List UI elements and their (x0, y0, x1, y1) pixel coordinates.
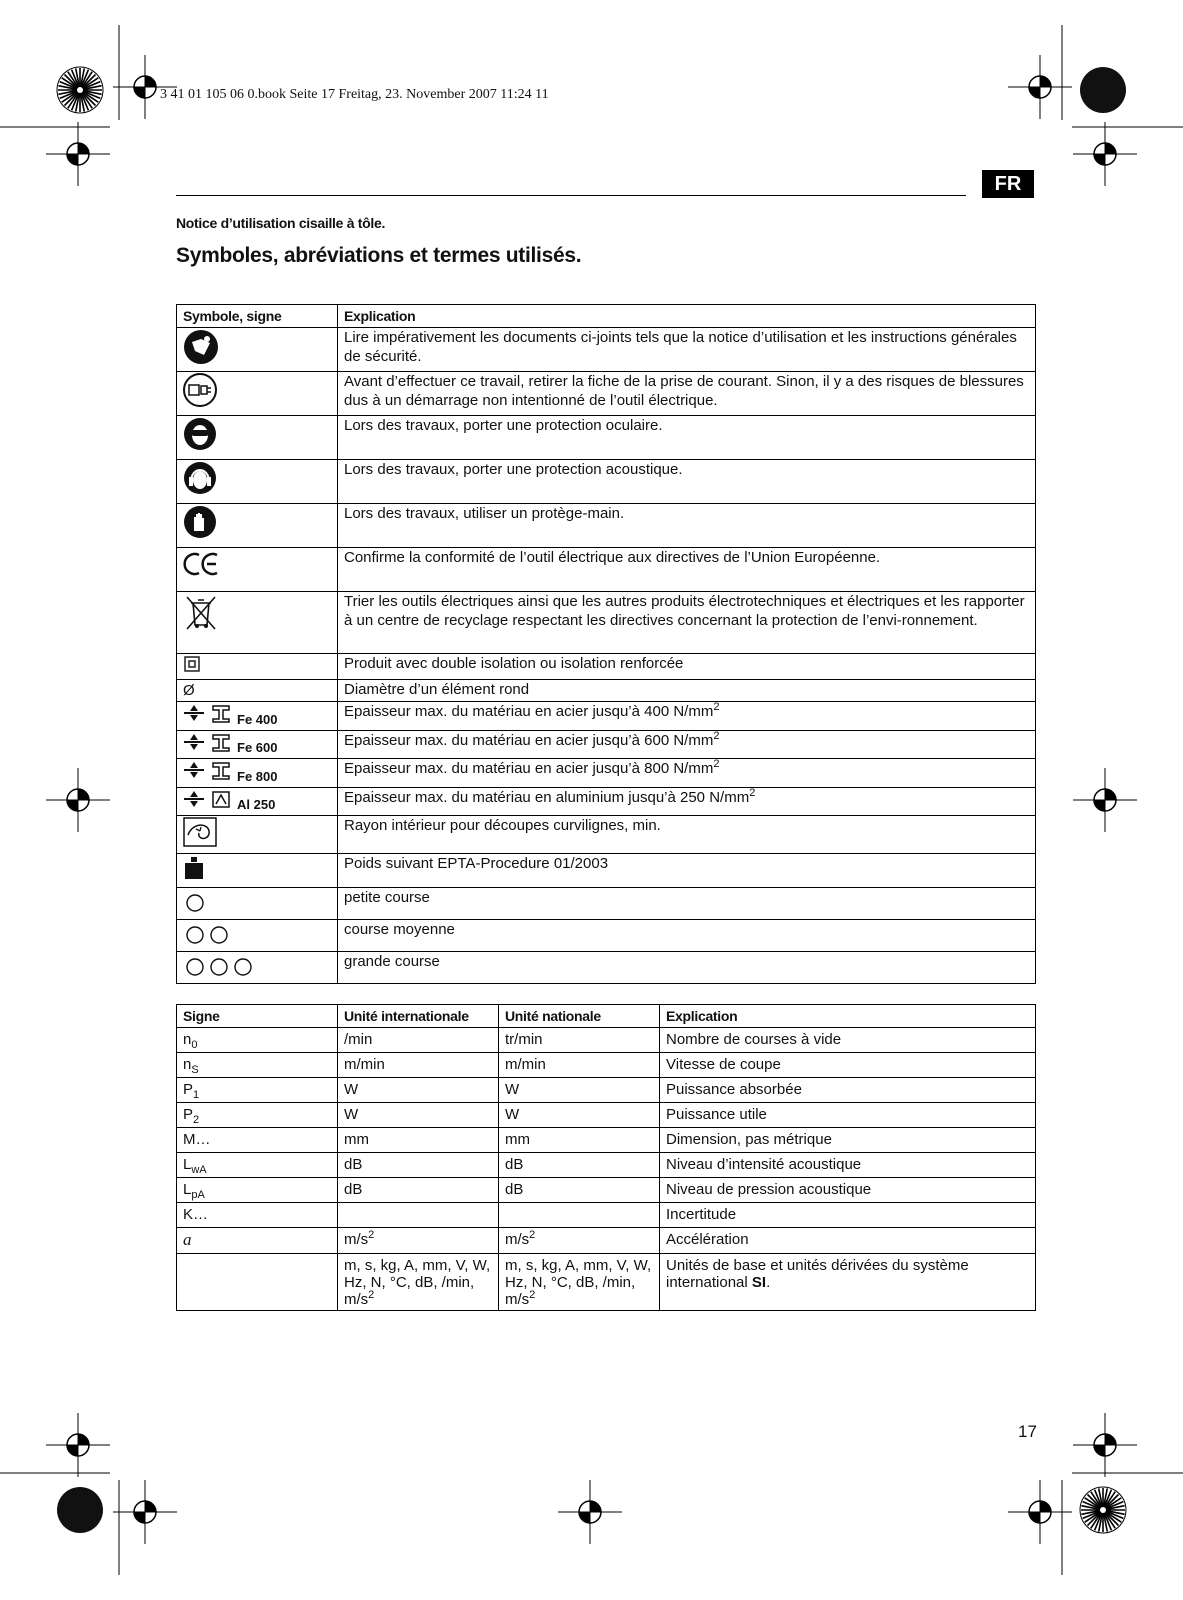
sign: L (183, 1181, 192, 1198)
explanation-cell: Niveau d’intensité acoustique (660, 1153, 1036, 1178)
superscript: 2 (529, 1229, 536, 1241)
sign-subscript: 0 (191, 1039, 198, 1051)
explanation-cell (338, 702, 1036, 731)
table-row (177, 759, 1036, 788)
page-number: 17 (1018, 1422, 1037, 1441)
explanation-cell: Rayon intérieur pour découpes curvilignes, min. (338, 816, 1036, 854)
table-row (177, 1103, 1036, 1128)
sign-subscript: pA (191, 1189, 205, 1201)
explanation-cell: Produit avec double isolation ou isolation renforcée (338, 654, 1036, 680)
intl-unit-cell: W (338, 1078, 499, 1103)
natl-unit-cell: mm (499, 1128, 660, 1153)
steel-thickness-icon (183, 732, 235, 752)
table-row (177, 1078, 1036, 1103)
explanation-cell: Lors des travaux, porter une protection oculaire. (338, 416, 1036, 460)
book-header-line: 3 41 01 105 06 0.book Seite 17 Freitag, 23. November 2007 11:24 11 (160, 87, 549, 102)
symbol-cell (177, 920, 338, 952)
sign-cell (177, 1254, 338, 1311)
material-label: Fe 600 (237, 740, 278, 756)
superscript: 2 (368, 1289, 375, 1301)
explanation-text: Epaisseur max. du matériau en acier jusqu’à 400 N/mm (344, 703, 714, 720)
explanation-cell: Lire impérativement les documents ci-joints tels que la notice d’utilisation et les instructions générales de sécurité. (338, 328, 1036, 372)
sign-cell (177, 1028, 338, 1053)
natl-unit-cell: W (499, 1103, 660, 1128)
sign-cell (177, 1078, 338, 1103)
explanation-cell: course moyenne (338, 920, 1036, 952)
symbol-cell (177, 504, 338, 548)
table-row (177, 952, 1036, 984)
table-row (177, 328, 1036, 372)
symbol-cell (177, 592, 338, 654)
table-row (177, 920, 1036, 952)
explanation-end: . (766, 1274, 771, 1291)
sign: a (183, 1230, 192, 1249)
explanation-cell: Incertitude (660, 1203, 1036, 1228)
explanation-cell: Dimension, pas métrique (660, 1128, 1036, 1153)
two-circles-icon (183, 921, 231, 945)
intl-unit-cell: m/min (338, 1053, 499, 1078)
intl-unit-cell: mm (338, 1128, 499, 1153)
column-header-explanation: Explication (338, 305, 1036, 328)
symbol-cell (177, 372, 338, 416)
material-label: Fe 800 (237, 768, 278, 784)
unit-text: m/s (344, 1231, 369, 1248)
curve-radius-icon (183, 817, 217, 847)
table-row (177, 1153, 1036, 1178)
symbol-cell (177, 854, 338, 888)
explanation-cell: grande course (338, 952, 1036, 984)
sign-cell (177, 1103, 338, 1128)
natl-unit-cell: tr/min (499, 1028, 660, 1053)
symbol-cell (177, 328, 338, 372)
one-circle-icon (183, 889, 207, 913)
intl-unit-cell: dB (338, 1178, 499, 1203)
symbol-cell (177, 759, 338, 788)
table-row (177, 504, 1036, 548)
table-row (177, 1028, 1036, 1053)
intl-unit-cell (338, 1228, 499, 1254)
document-subtitle: Notice d’utilisation cisaille à tôle. (176, 215, 386, 231)
explanation-cell: Diamètre d’un élément rond (338, 680, 1036, 702)
table-row (177, 1128, 1036, 1153)
unit-text: m/s (505, 1231, 530, 1248)
explanation-cell: Lors des travaux, porter une protection acoustique. (338, 460, 1036, 504)
sign-cell (177, 1228, 338, 1254)
sign: K… (183, 1206, 209, 1223)
explanation-cell: petite course (338, 888, 1036, 920)
units-table (176, 1004, 1036, 1311)
material-label: Fe 400 (237, 711, 278, 727)
symbol-cell (177, 730, 338, 759)
steel-thickness-icon (183, 703, 235, 723)
sign-cell (177, 1128, 338, 1153)
explanation-cell (338, 787, 1036, 816)
explanation-cell: Accélération (660, 1228, 1036, 1254)
explanation-cell: Trier les outils électriques ainsi que les autres produits électrotechniques et électriques et les rapporter à un centre de recyclage respectant les directives concernant la protection de l’envi-ronnement. (338, 592, 1036, 654)
column-header-sign: Signe (177, 1005, 338, 1028)
sign-subscript: 1 (193, 1089, 200, 1101)
weight-icon (183, 855, 205, 881)
explanation-text: Epaisseur max. du matériau en aluminium jusqu’à 250 N/mm (344, 788, 750, 806)
table-row (177, 654, 1036, 680)
explanation-cell: Puissance absorbée (660, 1078, 1036, 1103)
symbol-cell (177, 888, 338, 920)
explanation-cell: Avant d’effectuer ce travail, retirer la fiche de la prise de courant. Sinon, il y a des risques de blessures dus à un démarrage non intentionné de l’outil électrique. (338, 372, 1036, 416)
table-row (177, 372, 1036, 416)
explanation-text: Epaisseur max. du matériau en acier jusqu’à 600 N/mm (344, 731, 714, 749)
table-row (177, 1203, 1036, 1228)
natl-unit-cell: dB (499, 1153, 660, 1178)
natl-unit-cell (499, 1254, 660, 1311)
table-row (177, 702, 1036, 731)
si-abbreviation: SI (751, 1274, 767, 1291)
column-header-symbol: Symbole, signe (177, 305, 338, 328)
intl-unit-cell (338, 1203, 499, 1228)
ear-protection-icon (183, 461, 217, 495)
sign-cell (177, 1203, 338, 1228)
table-row (177, 1053, 1036, 1078)
symbol-cell (177, 460, 338, 504)
explanation-cell: Nombre de courses à vide (660, 1028, 1036, 1053)
table-row (177, 888, 1036, 920)
symbol-cell (177, 787, 338, 816)
sign-subscript: S (191, 1064, 199, 1076)
unit-text: m, s, kg, A, mm, V, W, Hz, N, °C, dB, /min, m/s (344, 1257, 491, 1308)
superscript: 2 (529, 1289, 536, 1301)
table-header-row (177, 1005, 1036, 1028)
table-row (177, 854, 1036, 888)
explanation-cell: Confirme la conformité de l’outil électrique aux directives de l’Union Européenne. (338, 548, 1036, 592)
double-insulation-icon (183, 655, 201, 673)
explanation-cell (338, 759, 1036, 788)
three-circles-icon (183, 953, 255, 977)
eye-protection-icon (183, 417, 217, 451)
table-row (177, 816, 1036, 854)
table-row (177, 416, 1036, 460)
intl-unit-cell: /min (338, 1028, 499, 1053)
sign-cell (177, 1053, 338, 1078)
sign-cell (177, 1153, 338, 1178)
superscript: 2 (368, 1229, 375, 1241)
read-manual-icon (183, 329, 219, 365)
aluminium-thickness-icon (183, 789, 235, 809)
symbol-cell (177, 816, 338, 854)
sign-cell (177, 1178, 338, 1203)
natl-unit-cell: dB (499, 1178, 660, 1203)
column-header-international-unit: Unité internationale (338, 1005, 499, 1028)
intl-unit-cell: W (338, 1103, 499, 1128)
symbol-cell (177, 654, 338, 680)
table-row (177, 787, 1036, 816)
glove-icon (183, 505, 217, 539)
table-row (177, 592, 1036, 654)
sign: P (183, 1106, 194, 1123)
sign: n (183, 1056, 192, 1073)
natl-unit-cell: m/min (499, 1053, 660, 1078)
steel-thickness-icon (183, 760, 235, 780)
table-row (177, 730, 1036, 759)
unplug-icon (183, 373, 217, 407)
table-row (177, 1178, 1036, 1203)
ce-mark-icon (183, 549, 223, 579)
symbol-cell (177, 416, 338, 460)
column-header-explanation: Explication (660, 1005, 1036, 1028)
symbols-table (176, 304, 1036, 984)
weee-bin-icon (183, 593, 219, 633)
table-row (177, 680, 1036, 702)
explanation-cell: Poids suivant EPTA-Procedure 01/2003 (338, 854, 1036, 888)
sign: P (183, 1081, 194, 1098)
intl-unit-cell: dB (338, 1153, 499, 1178)
explanation-cell: Puissance utile (660, 1103, 1036, 1128)
table-row (177, 1228, 1036, 1254)
unit-text: m, s, kg, A, mm, V, W, Hz, N, °C, dB, /min, m/s (505, 1257, 652, 1308)
sign: M… (183, 1131, 211, 1148)
material-label: Al 250 (237, 797, 276, 813)
table-header-row (177, 305, 1036, 328)
explanation-cell (660, 1254, 1036, 1311)
superscript: 2 (749, 786, 756, 799)
table-row (177, 548, 1036, 592)
language-badge: FR (982, 170, 1034, 198)
intl-unit-cell (338, 1254, 499, 1311)
explanation-cell: Vitesse de coupe (660, 1053, 1036, 1078)
sign-subscript: wA (191, 1164, 207, 1176)
superscript: 2 (713, 701, 720, 713)
column-header-national-unit: Unité nationale (499, 1005, 660, 1028)
superscript: 2 (713, 758, 720, 771)
explanation-cell (338, 730, 1036, 759)
natl-unit-cell: W (499, 1078, 660, 1103)
sign-subscript: 2 (193, 1114, 200, 1126)
natl-unit-cell (499, 1203, 660, 1228)
symbol-cell (177, 702, 338, 731)
explanation-cell: Lors des travaux, utiliser un protège-main. (338, 504, 1036, 548)
table-row (177, 460, 1036, 504)
header-rule (176, 195, 966, 196)
explanation-cell: Niveau de pression acoustique (660, 1178, 1036, 1203)
explanation-text: Unités de base et unités dérivées du système international (666, 1257, 969, 1291)
symbol-cell (177, 952, 338, 984)
symbol-cell (177, 548, 338, 592)
page-title: Symboles, abréviations et termes utilisés. (176, 244, 582, 267)
diameter-icon: Ø (177, 680, 338, 702)
natl-unit-cell (499, 1228, 660, 1254)
superscript: 2 (713, 729, 720, 742)
sign: n (183, 1031, 192, 1048)
table-row (177, 1254, 1036, 1311)
sign: L (183, 1156, 192, 1173)
explanation-text: Epaisseur max. du matériau en acier jusqu’à 800 N/mm (344, 760, 714, 778)
